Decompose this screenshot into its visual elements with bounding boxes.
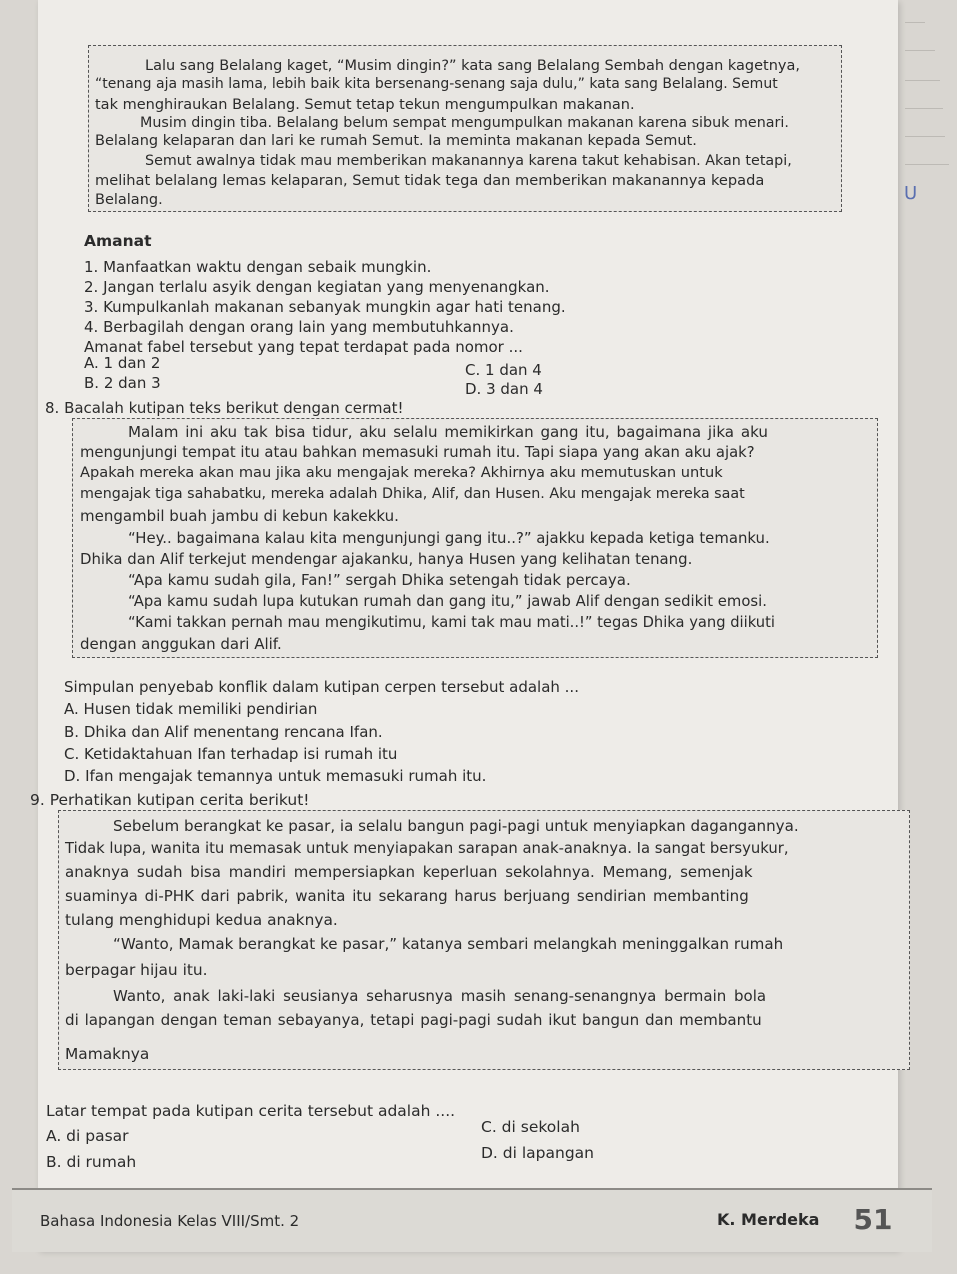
q9-line: tulang menghidupi kedua anaknya. — [65, 911, 338, 929]
amanat-option-a: A. 1 dan 2 — [84, 354, 161, 372]
q9-option-d: D. di lapangan — [481, 1144, 594, 1162]
story1-line: Musim dingin tiba. Belalang belum sempat mengumpulkan makanan karena sibuk menari. — [140, 115, 789, 131]
footer-publisher: K. Merdeka — [717, 1210, 820, 1229]
q8-header: 8. Bacalah kutipan teks berikut dengan cermat! — [45, 399, 404, 417]
story1-line: “tenang aja masih lama, lebih baik kita bersenang-senang saja dulu,” kata sang Belalang. Semut — [95, 76, 778, 92]
story1-line: Semut awalnya tidak mau memberikan makanannya karena takut kehabisan. Akan tetapi, — [145, 153, 792, 169]
q8-line: “Kami takkan pernah mau mengikutimu, kami tak mau mati..!” tegas Dhika yang diikuti — [128, 614, 775, 631]
q9-line: suaminya di-PHK dari pabrik, wanita itu sekarang harus berjuang sendirian membanting — [65, 887, 749, 905]
amanat-option-d: D. 3 dan 4 — [465, 380, 543, 398]
q8-line: “Apa kamu sudah lupa kutukan rumah dan gang itu,” jawab Alif dengan sedikit emosi. — [128, 593, 767, 610]
q8-line: mengajak tiga sahabatku, mereka adalah Dhika, Alif, dan Husen. Aku mengajak mereka saat — [80, 486, 745, 502]
q8-line: “Hey.. bagaimana kalau kita mengunjungi gang itu..?” ajakku kepada ketiga temanku. — [128, 529, 770, 547]
q8-line: Malam ini aku tak bisa tidur, aku selalu memikirkan gang itu, bagaimana jika aku — [128, 423, 768, 441]
amanat-item: 4. Berbagilah dengan orang lain yang membutuhkannya. — [84, 318, 514, 336]
amanat-option-b: B. 2 dan 3 — [84, 374, 161, 392]
story1-line: Belalang kelaparan dan lari ke rumah Semut. Ia meminta makanan kepada Semut. — [95, 133, 697, 149]
q9-line: anaknya sudah bisa mandiri mempersiapkan keperluan sekolahnya. Memang, semenjak — [65, 863, 753, 881]
q9-line: “Wanto, Mamak berangkat ke pasar,” katanya sembari melangkah meninggalkan rumah — [113, 935, 784, 953]
footer-book-title: Bahasa Indonesia Kelas VIII/Smt. 2 — [40, 1212, 300, 1230]
q9-line: di lapangan dengan teman sebayanya, tetapi pagi-pagi sudah ikut bangun dan membantu — [65, 1011, 762, 1029]
page-number: 51 — [853, 1203, 893, 1236]
q8-line: mengunjungi tempat itu atau bahkan memasuki rumah itu. Tapi siapa yang akan aku ajak? — [80, 444, 755, 461]
q8-option-d: D. Ifan mengajak temannya untuk memasuki rumah itu. — [64, 767, 487, 785]
q8-question: Simpulan penyebab konflik dalam kutipan cerpen tersebut adalah ... — [64, 678, 579, 696]
amanat-title: Amanat — [84, 232, 152, 250]
q9-option-c: C. di sekolah — [481, 1118, 580, 1136]
q9-line: berpagar hijau itu. — [65, 961, 208, 979]
q8-line: dengan anggukan dari Alif. — [80, 635, 282, 653]
amanat-question: Amanat fabel tersebut yang tepat terdapat pada nomor ... — [84, 338, 523, 356]
page-footer — [12, 1188, 932, 1252]
q9-question: Latar tempat pada kutipan cerita tersebut adalah .... — [46, 1102, 456, 1120]
margin-mark: U — [904, 183, 918, 204]
q8-line: Apakah mereka akan mau jika aku mengajak mereka? Akhirnya aku memutuskan untuk — [80, 464, 723, 481]
q9-line: Tidak lupa, wanita itu memasak untuk menyiapakan sarapan anak-anaknya. Ia sangat bersyukur, — [65, 840, 789, 857]
q9-line: Sebelum berangkat ke pasar, ia selalu bangun pagi-pagi untuk menyiapkan dagangannya. — [113, 817, 799, 835]
q9-header: 9. Perhatikan kutipan cerita berikut! — [30, 791, 310, 809]
q9-option-a: A. di pasar — [46, 1127, 129, 1145]
q8-option-b: B. Dhika dan Alif menentang rencana Ifan. — [64, 723, 383, 741]
q9-line: Mamaknya — [65, 1045, 150, 1063]
q8-line: Dhika dan Alif terkejut mendengar ajakanku, hanya Husen yang kelihatan tenang. — [80, 550, 693, 568]
q8-option-a: A. Husen tidak memiliki pendirian — [64, 700, 318, 718]
story1-line: tak menghiraukan Belalang. Semut tetap tekun mengumpulkan makanan. — [95, 97, 635, 113]
amanat-item: 2. Jangan terlalu asyik dengan kegiatan yang menyenangkan. — [84, 278, 550, 296]
story1-line: melihat belalang lemas kelaparan, Semut tidak tega dan memberikan makanannya kepada — [95, 172, 765, 189]
amanat-item: 1. Manfaatkan waktu dengan sebaik mungkin. — [84, 258, 432, 276]
story1-line: Lalu sang Belalang kaget, “Musim dingin?” kata sang Belalang Sembah dengan kagetnya, — [145, 58, 800, 74]
q8-line: “Apa kamu sudah gila, Fan!” sergah Dhika setengah tidak percaya. — [128, 571, 631, 589]
q8-option-c: C. Ketidaktahuan Ifan terhadap isi rumah itu — [64, 745, 398, 763]
amanat-item: 3. Kumpulkanlah makanan sebanyak mungkin agar hati tenang. — [84, 298, 566, 316]
amanat-option-c: C. 1 dan 4 — [465, 361, 542, 379]
q9-line: Wanto, anak laki-laki seusianya seharusnya masih senang-senangnya bermain bola — [113, 987, 767, 1005]
story1-line: Belalang. — [95, 192, 163, 208]
q8-line: mengambil buah jambu di kebun kakekku. — [80, 507, 399, 525]
q9-option-b: B. di rumah — [46, 1153, 137, 1171]
